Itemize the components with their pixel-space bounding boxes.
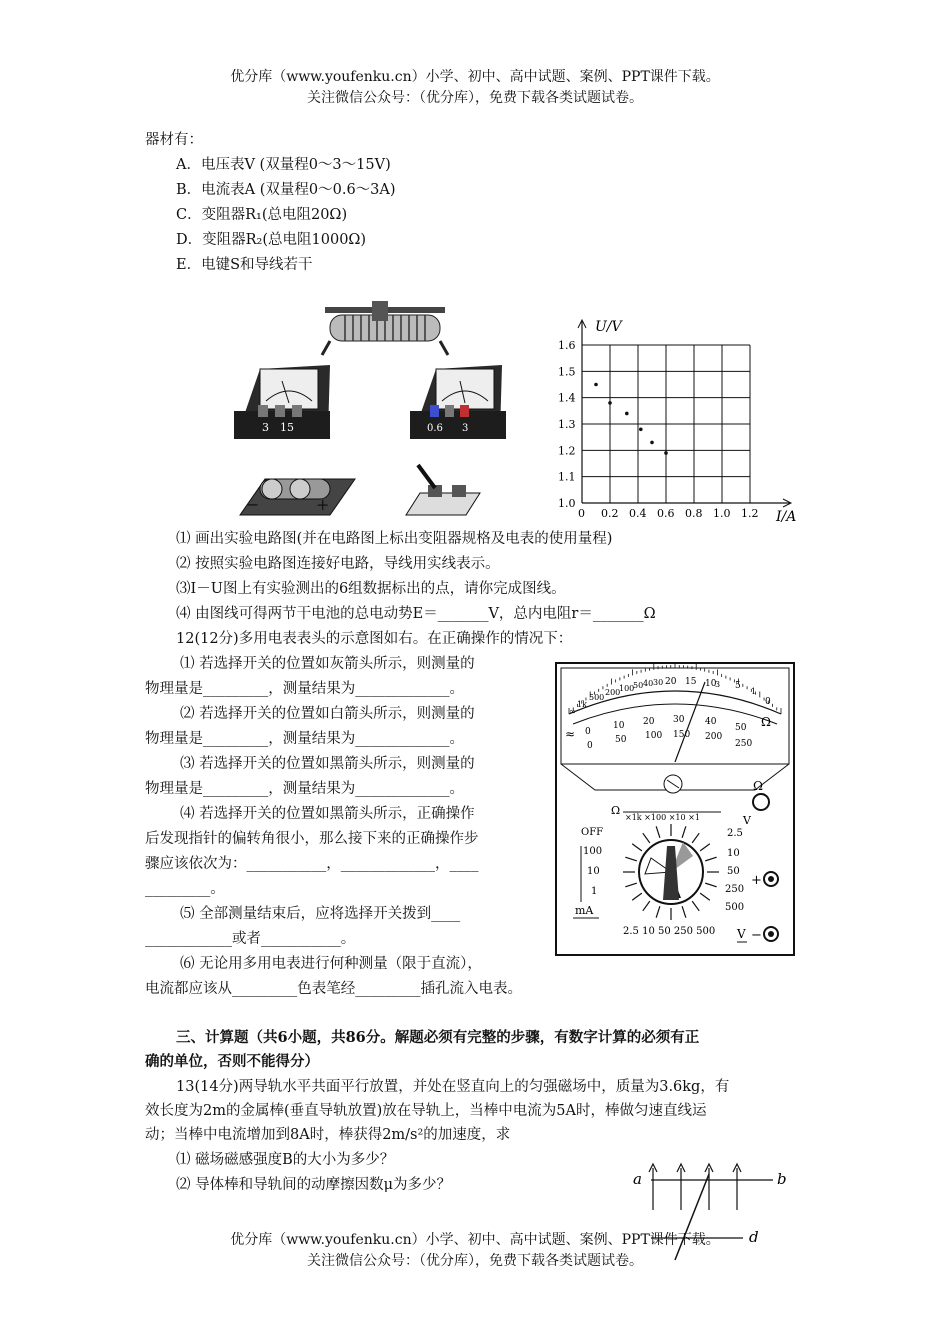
knife-switch-icon [406, 465, 480, 515]
ac-scale-250: 250 [735, 739, 753, 749]
q12-line-14: 电流都应该从_________色表笔经_________插孔流入电表。 [145, 981, 522, 997]
voltmeter-terminal-3: 3 [262, 421, 269, 434]
section3-title-line-2: 确的单位，否则不能得分） [145, 1053, 319, 1070]
ac-scale-0: 0 [587, 741, 593, 751]
ohm-scale-50: 50 [633, 681, 644, 690]
q12-line-9: 骤应该依次为：___________，_____________，____ [145, 856, 479, 872]
voltmeter-terminal-15: 15 [280, 421, 294, 434]
y-tick-label: 1.1 [558, 470, 576, 484]
ui-chart [550, 315, 800, 525]
x-tick-label: 0 [578, 507, 585, 520]
rheostat-icon [322, 301, 448, 355]
equipment-item-c: C．变阻器R₁(总电阻20Ω) [176, 207, 348, 223]
q13-part-2: ⑵ 导体棒和导轨间的动摩擦因数μ为多少？ [176, 1177, 452, 1193]
data-point [664, 451, 668, 455]
label-a: a [633, 1170, 642, 1188]
q12-line-7: ⑷ 若选择开关的位置如黑箭头所示，正确操作 [180, 806, 475, 822]
apparatus-illustration [230, 293, 560, 528]
section3-title-line-1: 三、计算题（共6小题，共86分。解题必须有完整的步骤，有数字计算的必须有正 [176, 1029, 700, 1046]
dc-scale-10: 10 [613, 721, 625, 731]
x-tick-label: 0.8 [685, 507, 703, 520]
q13-line-3: 动；当棒中电流增加到8A时，棒获得2m/s²的加速度，求 [145, 1127, 511, 1143]
ohm-scale-15: 15 [685, 677, 697, 687]
battery-minus: − [246, 495, 260, 514]
v-250: 250 [725, 884, 745, 895]
q11-part-2: ⑵ 按照实验电路图连接好电路，导线用实线表示。 [176, 556, 500, 572]
q13-part-1: ⑴ 磁场磁感强度B的大小为多少？ [176, 1152, 395, 1168]
footer-line-1: 优分库（www.youfenku.cn）小学、初中、高中试题、案例、PPT课件下载。 [230, 1232, 720, 1248]
y-tick-label: 1.2 [558, 444, 576, 458]
ohm-scale-3: 3 [715, 680, 721, 689]
equipment-item-a: A．电压表V (双量程0～3～15V) [176, 157, 391, 173]
ohm-ranges: ×1k ×100 ×10 ×1 [625, 813, 700, 822]
q12-line-1: ⑴ 若选择开关的位置如灰箭头所示，则测量的 [180, 656, 475, 672]
q12-line-2: 物理量是_________，测量结果为_____________。 [145, 681, 464, 697]
x-tick-label: 0.4 [629, 507, 647, 520]
q11-part-3: ⑶I－U图上有实验测出的6组数据标出的点，请你完成图线。 [176, 581, 566, 597]
dc-scale-30: 30 [673, 715, 685, 725]
y-tick-label: 1.3 [558, 418, 576, 431]
ac-scale-100: 100 [645, 731, 663, 741]
v-2-5: 2.5 [727, 828, 743, 839]
q12-line-4: 物理量是_________，测量结果为_____________。 [145, 731, 464, 747]
data-point [608, 401, 612, 405]
scale-omega-symbol: Ω [761, 715, 771, 729]
minus-jack-label: − [751, 928, 762, 943]
ammeter-icon [410, 365, 506, 439]
y-tick-label: 1.5 [558, 365, 576, 379]
chart-ylabel: U/V [595, 319, 622, 335]
ma-1: 1 [591, 886, 598, 897]
q13-line-1: 13(14分)两导轨水平共面平行放置，并处在竖直向上的匀强磁场中，质量为3.6kg，有 [176, 1079, 730, 1095]
v-10: 10 [727, 848, 740, 859]
ohm-scale-30: 30 [653, 678, 664, 687]
q13-line-2: 效长度为2m的金属棒(垂直导轨放置)放在导轨上，当棒中电流为5A时，棒做匀速直线运 [145, 1103, 707, 1119]
q12-line-8: 后发现指针的偏转角很小，那么接下来的正确操作步 [145, 831, 479, 847]
selector-switch[interactable] [639, 840, 703, 904]
ohm-scale-200: 200 [605, 688, 621, 697]
dc-scale-0: 0 [585, 727, 591, 737]
footer-line-2: 关注微信公众号：（优分库），免费下载各类试题试卷。 [307, 1253, 643, 1269]
equipment-item-d: D．变阻器R₂(总电阻1000Ω) [176, 232, 367, 248]
q12-line-5: ⑶ 若选择开关的位置如黑箭头所示，则测量的 [180, 756, 475, 772]
q12-line-10: _________。 [145, 881, 225, 897]
ma-100: 100 [583, 846, 603, 857]
ohm-scale-20: 20 [665, 677, 677, 687]
data-point [639, 427, 643, 431]
ma-label: mA [575, 904, 594, 917]
q12-intro: 12(12分)多用电表表头的示意图如右。在正确操作的情况下： [176, 631, 573, 647]
ohm-scale-1k: 1k [577, 700, 587, 709]
data-point [594, 383, 598, 387]
y-tick-label: 1.0 [558, 497, 576, 510]
ohm-knob-label: Ω [753, 779, 763, 793]
q11-part-1: ⑴ 画出实验电路图(并在电路图上标出变阻器规格及电表的使用量程) [176, 531, 613, 547]
q12-line-12: ____________或者___________。 [145, 931, 356, 947]
bottom-values: 2.5 10 50 250 500 [623, 926, 716, 937]
ac-scale-50: 50 [615, 735, 627, 745]
multimeter-figure [555, 662, 795, 957]
chart-ticks [558, 339, 759, 520]
q11-part-4: ⑷ 由图线可得两节干电池的总电动势E＝_______V，总内电阻r＝_______Ω [176, 606, 656, 622]
ohm-adjust-knob[interactable] [753, 794, 769, 810]
y-tick-label: 1.6 [558, 339, 576, 352]
ammeter-terminal-0-6: 0.6 [427, 423, 443, 434]
plus-jack-label: + [751, 873, 762, 888]
chart-points [594, 383, 668, 455]
off-label: OFF [581, 827, 604, 838]
x-tick-label: 0.6 [657, 507, 675, 520]
ohm-scale-0: 0 [765, 697, 771, 707]
ohm-scale-500: 500 [589, 693, 605, 702]
ma-10: 10 [587, 866, 600, 877]
dc-scale-20: 20 [643, 717, 655, 727]
bottom-v-label: V [737, 927, 746, 941]
chart-xlabel: I/A [776, 509, 797, 525]
label-b: b [777, 1170, 787, 1188]
ohm-scale-inf: ∞ [569, 707, 576, 716]
ac-scale-150: 150 [673, 730, 691, 740]
dc-scale-50: 50 [735, 723, 747, 733]
q12-line-13: ⑹ 无论用多用电表进行何种测量（限于直流）， [180, 956, 482, 972]
header-line-2: 关注微信公众号：（优分库），免费下载各类试题试卷。 [307, 90, 643, 106]
chart-grid [578, 320, 791, 507]
ohm-scale-1: 1 [751, 687, 757, 696]
v-500: 500 [725, 902, 745, 913]
x-tick-label: 1.2 [741, 507, 759, 520]
x-tick-label: 1.0 [713, 507, 731, 520]
x-tick-label: 0.2 [601, 507, 619, 520]
ohm-scale-10: 10 [705, 679, 717, 689]
field-arrows [649, 1164, 741, 1210]
dc-scale-40: 40 [705, 717, 717, 727]
header-line-1: 优分库（www.youfenku.cn）小学、初中、高中试题、案例、PPT课件下载。 [230, 69, 720, 85]
ohm-scale-5: 5 [735, 681, 741, 691]
label-d: d [749, 1228, 759, 1246]
q12-line-3: ⑵ 若选择开关的位置如白箭头所示，则测量的 [180, 706, 475, 722]
scale-approx-symbol: ≈ [565, 727, 576, 741]
equipment-item-e: E．电键S和导线若干 [176, 257, 313, 273]
q12-line-6: 物理量是_________，测量结果为_____________。 [145, 781, 464, 797]
q12-line-11: ⑸ 全部测量结束后，应将选择开关拨到____ [180, 906, 461, 922]
battery-plus: + [316, 495, 330, 514]
ohm-scale-100: 100 [619, 684, 635, 693]
v-ac-label: V [743, 814, 751, 827]
voltmeter-icon [234, 365, 330, 439]
ammeter-terminal-3: 3 [462, 423, 469, 434]
equipment-title: 器材有： [145, 132, 203, 148]
ohm-label: Ω [611, 804, 621, 817]
data-point [625, 412, 629, 416]
ohm-scale-40: 40 [643, 679, 654, 688]
ac-scale-200: 200 [705, 732, 723, 742]
y-tick-label: 1.4 [558, 391, 576, 405]
battery-icon [240, 479, 355, 515]
data-point [650, 441, 654, 445]
equipment-item-b: B．电流表A (双量程0～0.6～3A) [176, 182, 396, 198]
v-50: 50 [727, 866, 740, 877]
